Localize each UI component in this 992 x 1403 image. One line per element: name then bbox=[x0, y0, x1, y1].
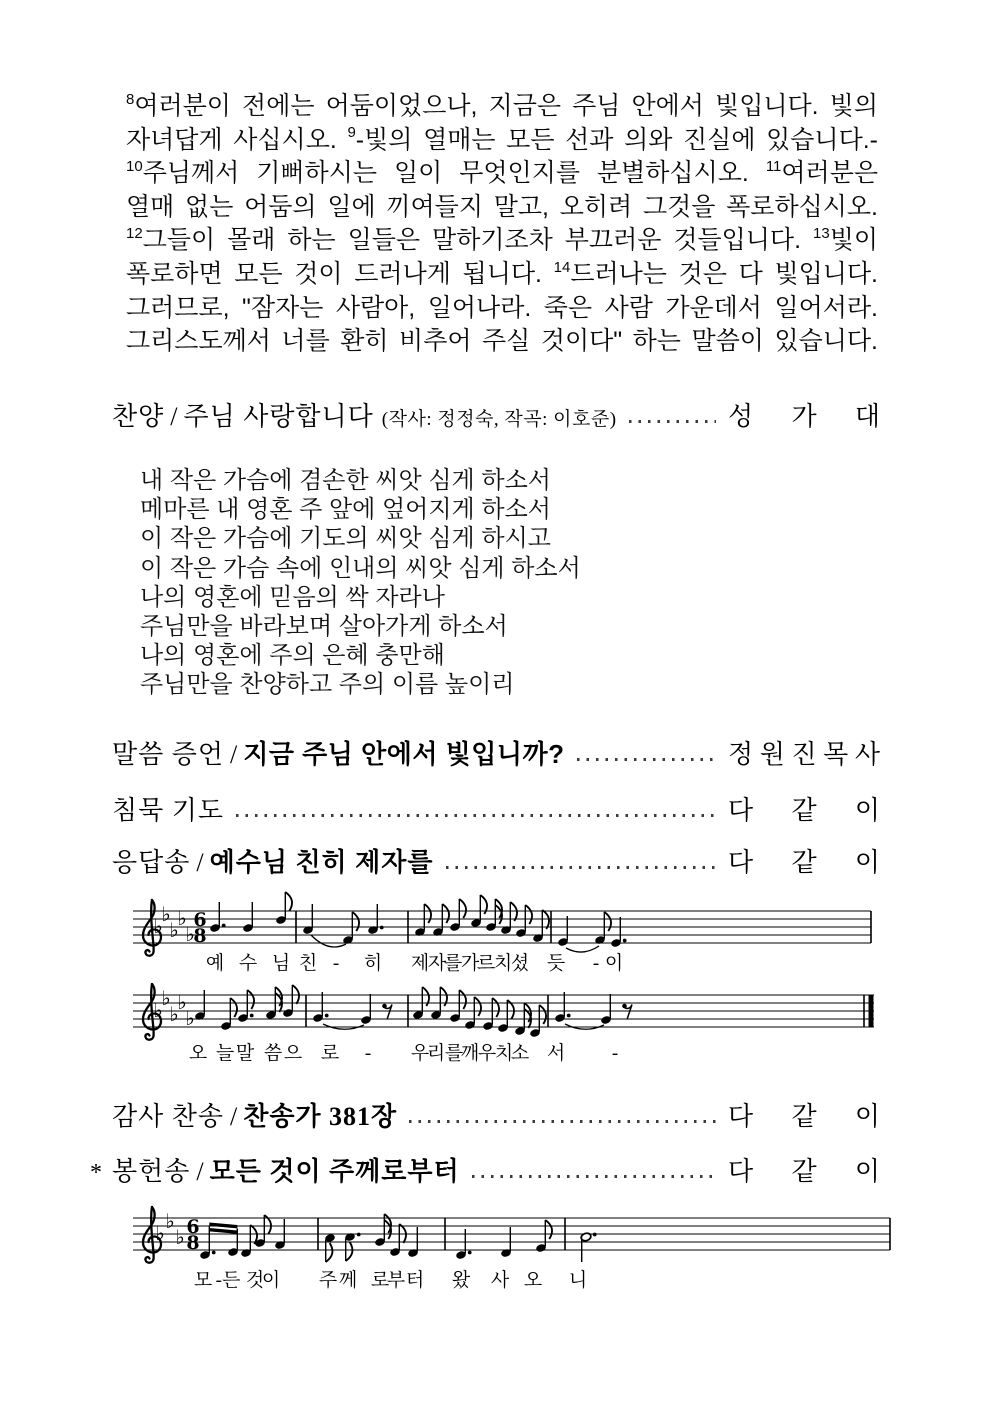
lyric-syllable: 가 bbox=[460, 953, 480, 974]
note-flag bbox=[492, 998, 499, 1017]
note bbox=[554, 992, 570, 1023]
performer-char: 이 bbox=[854, 848, 880, 877]
augmentation-dot bbox=[212, 1251, 216, 1255]
note-flag bbox=[459, 899, 466, 918]
flat-sign: ♭ bbox=[185, 1006, 195, 1030]
order-label: 봉헌송 bbox=[112, 1157, 191, 1186]
order-label: 침묵 기도 bbox=[112, 796, 224, 825]
flat-sign: ♭ bbox=[169, 918, 179, 942]
note bbox=[557, 916, 569, 947]
lyric-syllable: 오 bbox=[523, 1270, 543, 1291]
order-title: 모든 것이 주께로부터 bbox=[209, 1157, 460, 1186]
scripture-text: 여러분은 bbox=[781, 159, 878, 188]
order-item bbox=[90, 842, 880, 878]
flat-sign: ♭ bbox=[177, 906, 187, 930]
augmentation-dot bbox=[567, 1014, 571, 1018]
note-flag bbox=[326, 1243, 333, 1262]
note bbox=[209, 902, 225, 933]
flat-sign: ♭ bbox=[177, 990, 187, 1014]
verse-number: 12 bbox=[126, 225, 143, 243]
lyric-syllable: - bbox=[332, 953, 340, 974]
time-signature-top: 6 bbox=[186, 1216, 200, 1238]
order-label: 찬양 bbox=[112, 402, 165, 431]
scripture-text: 그리스도께서 너를 환히 비추어 주실 것이다" 하는 말씀이 있습니다. bbox=[126, 327, 878, 356]
note-flag bbox=[442, 904, 449, 923]
final-barline-thick bbox=[869, 995, 874, 1027]
flat-sign: ♭ bbox=[153, 914, 163, 938]
flat-sign: ♭ bbox=[175, 1225, 185, 1249]
response-song-line-2-staff bbox=[133, 983, 878, 1078]
lyric-syllable: 것 bbox=[245, 1270, 265, 1291]
performer-char: 같 bbox=[791, 796, 817, 825]
performer-char: 가 bbox=[791, 402, 817, 431]
note-flag bbox=[539, 1005, 546, 1024]
note bbox=[432, 904, 449, 937]
performer-char: 다 bbox=[728, 1102, 754, 1131]
order-separator: / bbox=[229, 1102, 238, 1131]
performer-char: 같 bbox=[791, 848, 817, 877]
hymn-lyric-line: 나의 영혼에 주의 은혜 충만해 bbox=[140, 642, 445, 670]
lyric-syllable: 말 bbox=[235, 1043, 255, 1064]
performer-name bbox=[728, 396, 880, 433]
scripture-line bbox=[126, 325, 878, 359]
order-separator: / bbox=[229, 740, 238, 769]
performer-char: 목 bbox=[823, 740, 849, 769]
lyric-syllable: 르 bbox=[476, 953, 496, 974]
order-label: 감사 찬송 bbox=[112, 1102, 224, 1131]
lyric-syllable: 이 bbox=[261, 1270, 281, 1291]
performer-char: 대 bbox=[854, 402, 880, 431]
note bbox=[600, 994, 612, 1025]
order-title: 지금 주님 안에서 빛입니까? bbox=[243, 739, 565, 769]
performer-char: 같 bbox=[791, 1157, 817, 1186]
hymn-lyric-line: 메마른 내 영혼 주 앞에 엎어지게 하소서 bbox=[140, 496, 551, 524]
scripture-line bbox=[126, 157, 878, 191]
lyric-syllable: -든 bbox=[215, 1270, 241, 1291]
scripture-text: 자녀답게 사십시오. bbox=[126, 125, 348, 154]
flat-sign: ♭ bbox=[161, 986, 171, 1010]
scripture-text: 그러므로, "잠자는 사람아, 일어나라. 죽은 사람 가운데서 일어서라. bbox=[126, 293, 878, 322]
verse-number: 8 bbox=[126, 90, 135, 108]
note-flag bbox=[230, 998, 237, 1017]
scripture-line bbox=[126, 90, 878, 124]
hymn-lyric-line: 이 작은 가슴 속에 인내의 씨앗 심게 하소서 bbox=[140, 554, 581, 582]
lyric-syllable: 친 bbox=[298, 953, 318, 974]
dotted-leader bbox=[577, 758, 716, 761]
lyric-syllable: 오 bbox=[188, 1043, 208, 1064]
dotted-leader bbox=[236, 814, 716, 817]
lyric-syllable: 로 bbox=[320, 1043, 340, 1064]
lyric-syllable: 우 bbox=[410, 1043, 430, 1064]
note-flag bbox=[604, 912, 611, 931]
augmentation-dot bbox=[325, 1014, 329, 1018]
lyric-syllable: 모 bbox=[193, 1270, 213, 1291]
performer-char: 다 bbox=[728, 848, 754, 877]
order-label: 말씀 증언 bbox=[112, 740, 224, 769]
lyric-syllable: 치 bbox=[493, 953, 513, 974]
performer-name bbox=[728, 734, 880, 771]
order-title: 주님 사랑합니다 bbox=[183, 402, 374, 431]
hymn-lyric-line: 나의 영혼에 믿음의 싹 자라나 bbox=[140, 583, 445, 611]
augmentation-dot bbox=[250, 1014, 254, 1018]
scripture-text: 여러분이 전에는 어둠이었으나, 지금은 주님 안에서 빛입니다. 빛의 bbox=[134, 92, 878, 120]
dotted-leader bbox=[472, 1175, 716, 1178]
flat-sign: ♭ bbox=[155, 1221, 165, 1245]
hymn-lyric-line: 내 작은 가슴에 겸손한 씨앗 심게 하소서 bbox=[140, 467, 551, 494]
order-title: 찬송가 381장 bbox=[243, 1102, 398, 1131]
note-flag bbox=[545, 1220, 552, 1239]
note bbox=[360, 994, 372, 1025]
lyric-syllable: 께 bbox=[338, 1270, 358, 1291]
order-separator: / bbox=[196, 848, 204, 877]
dotted-leader bbox=[629, 420, 716, 423]
flat-sign: ♭ bbox=[161, 902, 171, 926]
lyric-syllable: 히 bbox=[363, 953, 383, 974]
order-item bbox=[90, 790, 880, 826]
lyric-syllable: 왔 bbox=[451, 1270, 471, 1291]
scripture-line bbox=[126, 258, 878, 292]
performer-char: 다 bbox=[728, 796, 754, 825]
augmentation-dot bbox=[222, 924, 226, 928]
performer-char: 다 bbox=[728, 1157, 754, 1186]
lyric-syllable: 씀 bbox=[263, 1043, 283, 1064]
beam bbox=[209, 1223, 237, 1229]
lyric-syllable: 자 bbox=[427, 953, 447, 974]
note bbox=[312, 992, 328, 1023]
note-flag bbox=[474, 997, 481, 1016]
beam bbox=[209, 1228, 237, 1234]
performer-char: 같 bbox=[791, 1102, 817, 1131]
lyric-syllable: - bbox=[592, 953, 600, 974]
note bbox=[497, 1000, 514, 1033]
lyric-syllable: 으 bbox=[283, 1043, 303, 1064]
verse-number: 14 bbox=[553, 258, 571, 276]
clef-stem bbox=[145, 1207, 153, 1263]
offering-song-line-1-staff bbox=[133, 1205, 893, 1305]
augmentation-dot bbox=[380, 926, 384, 930]
scripture-text: 빛이 bbox=[829, 226, 878, 255]
lyric-syllable: 부 bbox=[386, 1270, 406, 1291]
lyric-syllable: 사 bbox=[490, 1270, 510, 1291]
lyric-syllable: 우 bbox=[477, 1043, 497, 1064]
dotted-leader bbox=[446, 866, 716, 869]
note-flag bbox=[247, 990, 254, 1009]
verse-number: 13 bbox=[813, 225, 830, 243]
lyric-syllable: 셨 bbox=[510, 953, 530, 974]
dotted-leader bbox=[409, 1120, 716, 1123]
lyric-syllable: 를 bbox=[443, 953, 463, 974]
order-label: 응답송 bbox=[112, 848, 191, 877]
performer-name bbox=[728, 842, 880, 879]
performer-char: 진 bbox=[791, 740, 817, 769]
performer-char: 이 bbox=[854, 796, 880, 825]
note bbox=[414, 904, 431, 937]
performer-char: 이 bbox=[854, 1102, 880, 1131]
lyric-syllable: 를 bbox=[444, 1043, 464, 1064]
scripture-text: 그들이 몰래 하는 일들은 말하기조차 부끄러운 것들입니다. bbox=[142, 226, 813, 255]
order-credit-note: (작사: 정정숙, 작곡: 이호준) bbox=[381, 409, 617, 430]
verse-number: 10 bbox=[126, 157, 143, 175]
lyric-syllable: - bbox=[364, 1043, 372, 1064]
performer-name bbox=[728, 1096, 880, 1133]
note bbox=[344, 1232, 360, 1261]
order-title: 예수님 친히 제자를 bbox=[209, 848, 434, 877]
slur bbox=[311, 935, 346, 947]
slur bbox=[566, 946, 599, 952]
note bbox=[275, 892, 292, 925]
scripture-line bbox=[126, 191, 878, 225]
note bbox=[324, 1233, 336, 1262]
eighth-rest bbox=[382, 1004, 392, 1020]
augmentation-dot bbox=[357, 1233, 361, 1237]
verse-number: 11 bbox=[765, 157, 782, 175]
lyric-syllable: 니 bbox=[568, 1270, 588, 1291]
performer-name bbox=[728, 1151, 880, 1188]
note bbox=[242, 902, 254, 933]
scripture-line bbox=[126, 224, 878, 258]
time-signature-bottom: 8 bbox=[186, 1232, 200, 1254]
performer-char: 이 bbox=[854, 1157, 880, 1186]
scripture-text: 주님께서 기뻐하시는 일이 무엇인지를 분별하십시오. bbox=[142, 159, 766, 188]
verse-number: 9 bbox=[347, 124, 356, 142]
lyric-syllable: 늘 bbox=[215, 1043, 235, 1064]
performer-char: 사 bbox=[854, 740, 880, 769]
performer-char: 원 bbox=[759, 740, 785, 769]
scripture-text: 열매 없는 어둠의 일에 끼여들지 말고, 오히려 그것을 폭로하십시오. bbox=[126, 192, 878, 221]
note bbox=[515, 905, 532, 938]
order-item bbox=[90, 734, 880, 770]
note bbox=[535, 1220, 552, 1253]
lyric-syllable: 이 bbox=[604, 953, 624, 974]
scripture-text: 폭로하면 모든 것이 드러나게 됩니다. bbox=[126, 259, 554, 288]
hymn-lyrics-block bbox=[140, 466, 581, 700]
flat-sign: ♭ bbox=[153, 998, 163, 1022]
order-item bbox=[90, 1151, 880, 1187]
time-signature-top: 6 bbox=[193, 909, 207, 931]
augmentation-dot bbox=[593, 1233, 597, 1237]
time-signature-bottom: 8 bbox=[193, 925, 207, 947]
lyric-syllable: 님 bbox=[271, 953, 291, 974]
note bbox=[580, 1232, 596, 1262]
hymn-lyric-line: 주님만을 찬양하고 주의 이름 높이리 bbox=[140, 671, 515, 699]
performer-name bbox=[728, 790, 880, 827]
performer-char: 성 bbox=[728, 402, 754, 431]
flat-sign: ♭ bbox=[169, 1002, 179, 1026]
lyric-syllable: 깨 bbox=[460, 1043, 480, 1064]
lyric-syllable: 리 bbox=[426, 1043, 446, 1064]
order-separator: / bbox=[196, 1157, 204, 1186]
lyric-syllable: 수 bbox=[238, 953, 258, 974]
response-song-line-1-staff bbox=[133, 880, 878, 980]
lyric-syllable: - bbox=[611, 1043, 619, 1064]
note-flag bbox=[346, 1242, 353, 1261]
lyric-syllable: 주 bbox=[318, 1270, 338, 1291]
note-flag bbox=[285, 892, 292, 911]
note bbox=[594, 912, 611, 945]
scripture-text: -빛의 열매는 모든 선과 의와 진실에 있습니다.- bbox=[355, 125, 878, 154]
lyric-syllable: 로 bbox=[370, 1270, 390, 1291]
hymn-lyric-line: 주님만을 바라보며 살아가게 하소서 bbox=[140, 613, 508, 641]
note bbox=[282, 985, 299, 1018]
order-separator: / bbox=[170, 402, 178, 431]
scripture-line bbox=[126, 292, 878, 326]
lyric-syllable: 제 bbox=[410, 953, 430, 974]
note-flag bbox=[459, 990, 466, 1009]
scripture-text: 드러나는 것은 다 빛입니다. bbox=[570, 259, 878, 288]
lyric-syllable: 듯 bbox=[546, 953, 566, 974]
flat-sign: ♭ bbox=[185, 922, 195, 946]
performer-char: 정 bbox=[728, 740, 754, 769]
note-flag bbox=[525, 905, 532, 924]
lyric-syllable: 소 bbox=[510, 1043, 530, 1064]
note bbox=[342, 912, 359, 945]
augmentation-dot bbox=[468, 1251, 472, 1255]
hymn-lyric-line: 이 작은 가슴에 기도의 씨앗 심게 하시고 bbox=[140, 525, 551, 553]
lyric-syllable: 서 bbox=[546, 1043, 566, 1064]
lyric-syllable: 예 bbox=[205, 953, 225, 974]
order-item bbox=[90, 396, 880, 432]
flat-sign: ♭ bbox=[165, 1209, 175, 1233]
lyric-syllable: 치 bbox=[494, 1043, 514, 1064]
asterisk-mark: * bbox=[90, 1160, 102, 1186]
augmentation-dot bbox=[623, 939, 627, 943]
note-flag bbox=[352, 912, 359, 931]
scripture-line bbox=[126, 124, 878, 158]
note-flag bbox=[424, 904, 431, 923]
eighth-rest bbox=[622, 1004, 632, 1020]
lyric-syllable: 터 bbox=[405, 1270, 425, 1291]
scripture-passage bbox=[126, 90, 878, 359]
order-item bbox=[90, 1096, 880, 1132]
